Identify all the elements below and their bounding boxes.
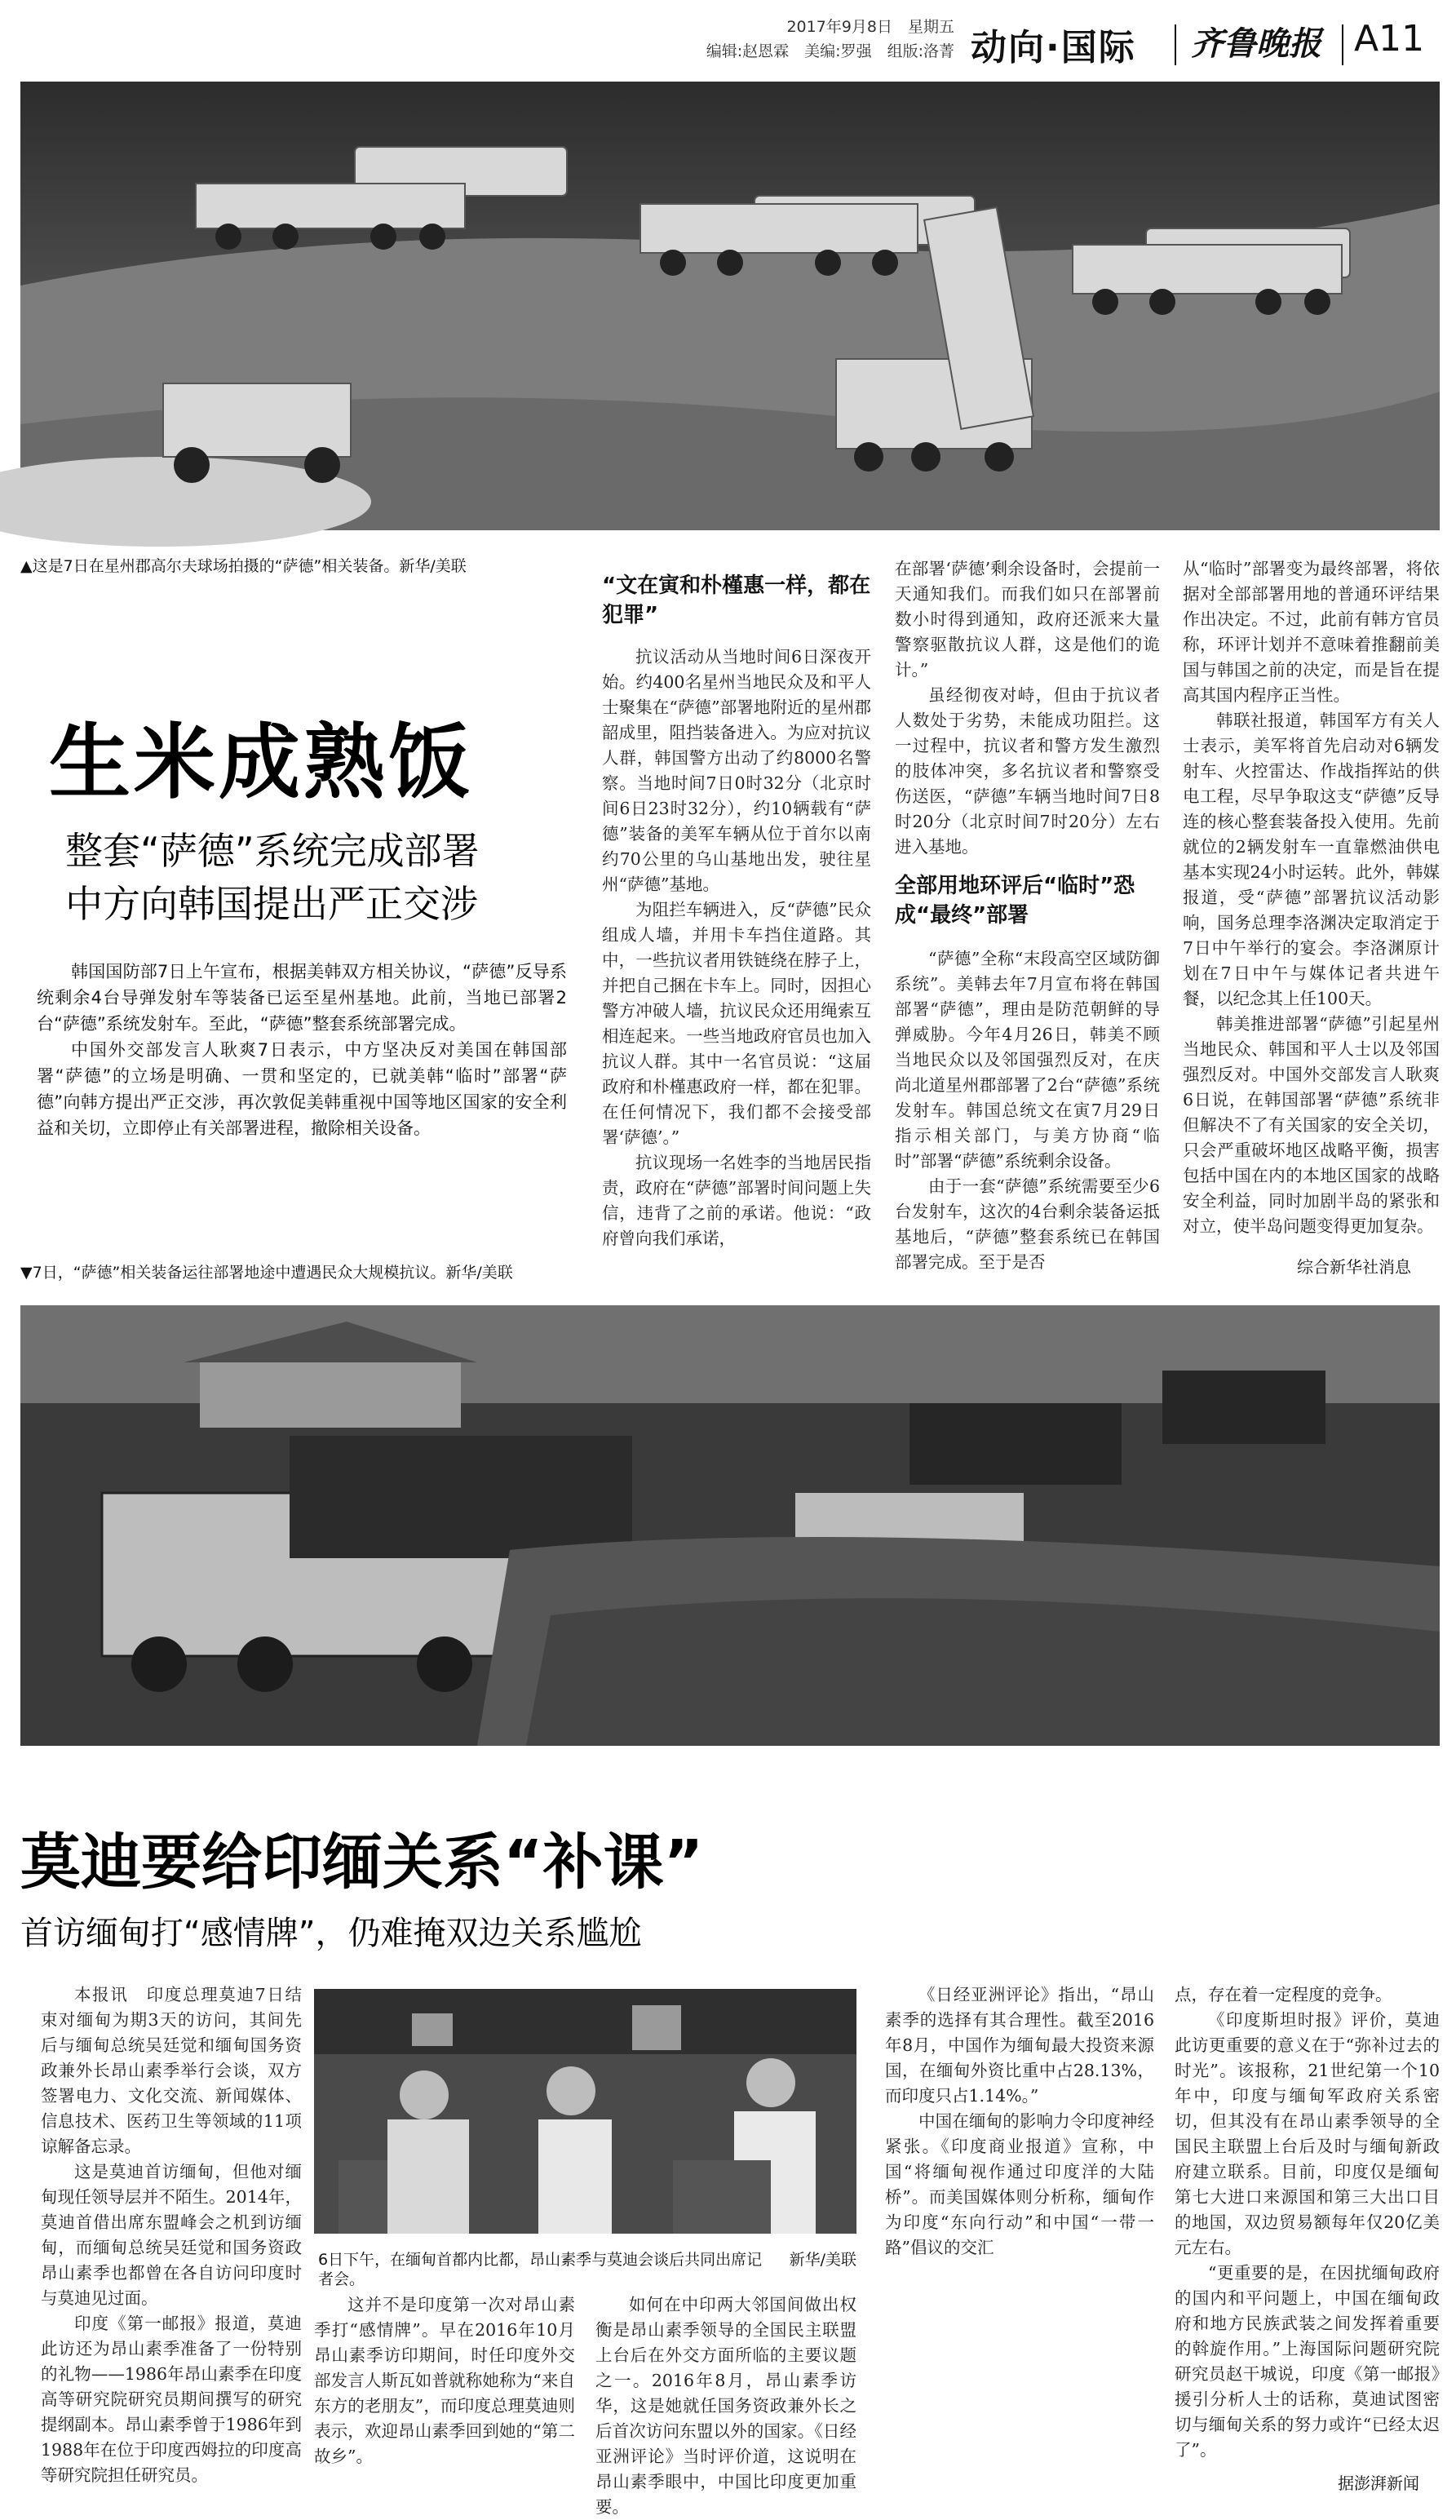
body-paragraph: 《日经亚洲评论》指出，“昂山素季的选择有其合理性。截至2016年8月，中国作为缅甸最大投资来源国，在缅甸外资比重中占28.13%，而印度只占1.14%。” [885,1985,1154,2106]
story1-column-2 [895,556,1160,866]
protest-photo-caption: ▼7日，“萨德”相关装备运往部署地途中遭遇民众大规模抗议。新华/美联 [20,1264,513,1282]
divider [1342,24,1343,65]
story2-column-2 [314,2292,575,2488]
thaad-equipment-photo [20,82,1440,530]
story2-column-3b [885,1982,1154,2488]
story2-deck: 首访缅甸打“感情牌”，仍难掩双边关系尴尬 [20,1915,642,1952]
story1-deck-1: 整套“萨德”系统完成部署 [65,829,480,873]
body-paragraph: 由于一套“萨德”系统需要至少6台发射车，这次的4台剩余装备运抵基地后，“萨德”整套系统已在韩国部署完成。至于是否 [895,1176,1160,1272]
story2-headline: 莫迪要给印缅关系“补课” [20,1827,704,1898]
story1-deck-2: 中方向韩国提出严正交涉 [65,882,478,926]
body-paragraph: 韩联社报道，韩国军方有关人士表示，美军将首先启动对6辆发射车、火控雷达、作战指挥站的供电工程，尽早争取这支“萨德”反导连的核心整套装备投入使用。先前就位的2辆发射车一直靠燃油供电基本实现24小时运转。此外，韩媒报道，受“萨德”部署抗议活动影响，国务总理李洛渊决定取消定于7日中午举行的宴会。李洛渊原计划在7日中午与媒体记者共进午餐，以纪念其上任100天。 [1183,711,1440,1008]
body-paragraph: “萨德”全称“末段高空区域防御系统”。美韩去年7月宣布将在韩国部署“萨德”，理由是防范朝鲜的导弹威胁。今年4月26日，韩美不顾当地民众以及邻国强烈反对，在庆尚北道星州郡部署了2台“萨德”系统发射车。韩国总统文在寅7月29日指示相关部门，与美方协商“临时”部署“萨德”系统剩余设备。 [895,949,1160,1171]
top-photo-caption: ▲这是7日在星州郡高尔夫球场拍摄的“萨德”相关装备。新华/美联 [20,557,467,575]
lead-paragraph: 中国外交部发言人耿爽7日表示，中方坚决反对美国在韩国部署“萨德”的立场是明确、一贯和坚定的，已就美韩“临时”部署“萨德”向韩方提出严正交涉，再次敦促美韩重视中国等地区国家的安全利益和关切，立即停止有关部署进程，撤除相关设备。 [37,1040,567,1138]
body-paragraph: 抗议现场一名姓李的当地居民指责，政府在“萨德”部署时间问题上失信，违背了之前的承诺。他说：“政府曾向我们承诺， [602,1153,871,1248]
issue-date: 2017年9月8日 星期五 [786,18,954,36]
protest-crowd-photo [20,1305,1440,1746]
story1-headline: 生米成熟饭 [49,715,473,810]
story1-subhead-1: “文在寅和朴槿惠一样，都在犯罪” [602,574,871,627]
story2-column-3 [595,2292,856,2517]
body-paragraph: 韩美推进部署“萨德”引起星州当地民众、韩国和平人士以及邻国强烈反对。中国外交部发言人耿爽6日说，在韩国部署“萨德”系统非但解决不了有关国家的安全关切，只会严重破坏地区战略平衡，损害包括中国在内的本地区国家的战略安全利益，同时加剧半岛的紧张和对立，使半岛问题变得更加复杂。 [1183,1014,1440,1236]
story2-column-1 [41,1982,302,2485]
divider [1175,24,1176,65]
body-paragraph: 在部署‘萨德’剩余设备时，会提前一天通知我们。而我们如只在部署前数小时得到通知，政府还派来大量警察驱散抗议人群，这是他们的诡计。” [895,559,1160,680]
body-paragraph: 《印度斯坦时报》评价，莫迪此访更重要的意义在于“弥补过去的时光”。该报称，21世纪第一个10年中，印度与缅甸军政府关系密切，但其没有在昂山素季领导的全国民主联盟上台后及时与缅甸新政府建立联系。目前，印度仅是缅甸第七大进口来源国和第三大出口目的地国，双边贸易额每年仅20亿美元左右。 [1175,2010,1440,2257]
body-paragraph: 如何在中印两大邻国间做出权衡是昂山素季领导的全国民主联盟上台后在外交方面所临的主要议题之一。2016年8月，昂山素季访华，这是她就任国务资政兼外长之后首次访问东盟以外的国家。《日经亚洲评论》当时评价道，这说明在昂山素季眼中，中国比印度更加重要。 [595,2295,856,2517]
masthead-meta [653,15,954,64]
story1-column-4 [1183,556,1440,1246]
story1-lead [37,959,567,1228]
story2-photo-caption: 6日下午，在缅甸首都内比都，昂山素季与莫迪会谈后共同出席记者会。 [318,2251,763,2288]
story1-column-1 [602,644,871,1277]
modi-suukyi-photo [314,1989,856,2234]
body-paragraph: 抗议活动从当地时间6日深夜开始。约400名星州当地民众及和平人士聚集在“萨德”部署地附近的星州郡韶成里，阻挡装备进入。为应对抗议人群，韩国警方出动了约8000名警察。当地时间7日0时32分（北京时间6日23时32分），约10辆载有“萨德”装备的美军车辆从位于首尔以南约70公里的乌山基地出发，驶往星州“萨德”基地。 [602,647,871,894]
editor-credits: 编辑:赵恩霖 美编:罗强 组版:洛菁 [706,42,954,60]
body-paragraph: 点，存在着一定程度的竞争。 [1175,1985,1392,2004]
body-paragraph: 中国在缅甸的影响力令印度神经紧张。《印度商业报道》宣称，中国“将缅甸视作通过印度洋的大陆桥”。而美国媒体则分析称，缅甸作为印度“东向行动”和中国“一带一路”倡议的交汇 [885,2111,1154,2257]
newspaper-logo: 齐鲁晚报 [1191,24,1321,63]
body-paragraph: 虽经彻夜对峙，但由于抗议者人数处于劣势，未能成功阻拦。这一过程中，抗议者和警方发生激烈的肢体冲突，多名抗议者和警察受伤送医，“萨德”车辆当地时间7日8时20分（北京时间7时20分）左右进入基地。 [895,685,1160,857]
story2-photo-credit: 新华/美联 [789,2251,856,2269]
story1-column-3 [895,946,1160,1277]
body-paragraph: 本报讯 印度总理莫迪7日结束对缅甸为期3天的访问，其间先后与缅甸总统吴廷觉和缅甸国务资政兼外长昂山素季举行会谈，双方签署电力、文化交流、新闻媒体、信息技术、医药卫生等领域的11项谅解备忘录。 [41,1985,302,2156]
story2-column-4 [1175,1982,1440,2468]
story2-source: 据澎湃新闻 [1338,2473,1419,2493]
lead-paragraph: 韩国国防部7日上午宣布，根据美韩双方相关协议，“萨德”反导系统剩余4台导弹发射车等装备已运至星州基地。此前，当地已部署2台“萨德”系统发射车。至此，“萨德”整套系统部署完成。 [37,962,567,1034]
body-paragraph: “更重要的是，在因扰缅甸政府的国内和平问题上，中国在缅甸政府和地方民族武装之间发挥着重要的斡旋作用。”上海国际问题研究院研究员赵干城说，印度《第一邮报》援引分析人士的话称，莫迪试图密切与缅甸关系的努力或许“已经太迟了”。 [1175,2263,1440,2460]
story1-source: 综合新华社消息 [1297,1257,1411,1277]
body-paragraph: 这是莫迪首访缅甸，但他对缅甸现任领导层并不陌生。2014年，莫迪首借出席东盟峰会之机到访缅甸，而缅甸总统吴廷觉和国务资政昂山素季也都曾在各自访问印度时与莫迪见过面。 [41,2162,302,2308]
body-paragraph: 为阻拦车辆进入，反“萨德”民众组成人墙，并用卡车挡住道路。其中，一些抗议者用铁链绕在脖子上，并把自己捆在卡车上。同时，因担心警方冲破人墙，抗议民众还用绳索互相连起来。一些当地政府官员也加入抗议人群。其中一名官员说：“这届政府和朴槿惠政府一样，都在犯罪。在任何情况下，我们都不会接受部署‘萨德’。” [602,900,871,1147]
body-paragraph: 印度《第一邮报》报道，莫迪此访还为昂山素季准备了一份特别的礼物——1986年昂山素季在印度高等研究院研究员期间撰写的研究提纲副本。昂山素季曾于1986年到1988年在位于印度西姆拉的印度高等研究院担任研究员。 [41,2314,302,2485]
page-number: A11 [1354,18,1425,60]
section-title: 动向·国际 [971,27,1136,69]
body-paragraph: 从“临时”部署变为最终部署，将依据对全部部署用地的普通环评结果作出决定。不过，此前有韩方官员称，环评计划并不意味着推翻前美国与韩国之前的决定，而是旨在提高其国内程序正当性。 [1183,559,1440,705]
story1-subhead-2: 全部用地环评后“临时”恐成“最终”部署 [895,874,1135,928]
body-paragraph: 这并不是印度第一次对昂山素季打“感情牌”。早在2016年10月昂山素季访印期间，时任印度外交部发言人斯瓦如普就称她称为“来自东方的老朋友”，而印度总理莫迪则表示，欢迎昂山素季回到她的“第二故乡”。 [314,2295,575,2466]
